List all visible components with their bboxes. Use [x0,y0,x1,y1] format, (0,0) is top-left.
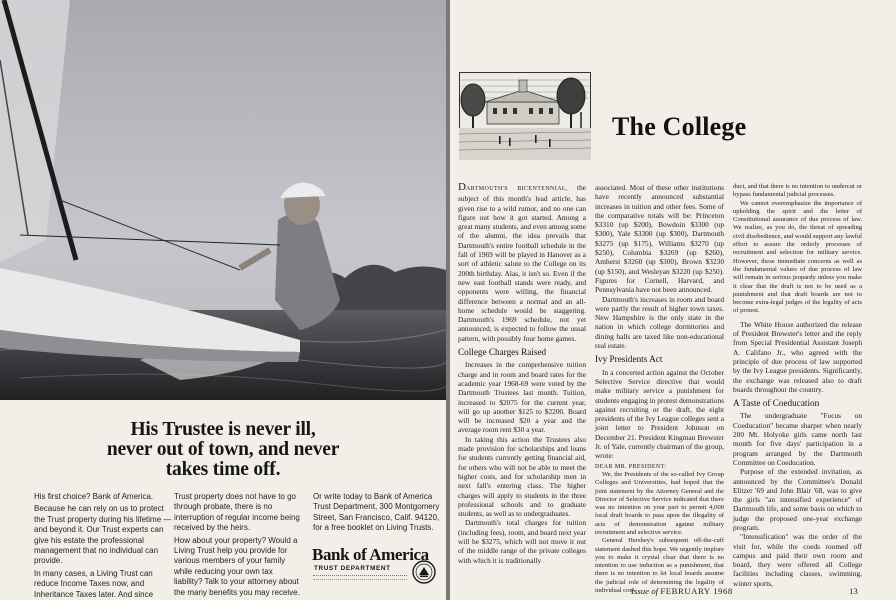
trust-department-label: TRUST DEPARTMENT [314,565,391,572]
issue-prefix: Issue of [631,586,659,596]
bank-seal-icon [412,560,436,584]
ad-headline-line-3: takes time off. [165,459,281,480]
ad-column-3 [313,492,441,536]
campus-engraving-icon [459,72,591,160]
article-column-1 [458,183,586,565]
paragraph: "Intensification" was the order of the visit for, while the coeds roomed off campus and paid their own room and board, they were offered all College facilities including classes, swimming, winter sports, [733,532,862,588]
intro-smallcaps: ARTMOUTH'S BICENTENNIAL, [465,186,568,192]
letter-paragraph: duct, and that there is no intention to undercut or bypass fundamental judicial processes. [733,183,862,199]
ad-text: Trust property does not have to go through probate, there is no interruption of regular income being received by the heirs. [174,492,300,533]
paragraph: Dartmouth's increases in room and board were partly the result of higher town taxes. New Hampshire is the only state in the nation in which college dormitories and dining halls are taxed like non-educational real estate. [595,294,724,351]
ad-text: Or write today to Bank of America Trust Department, 300 Montgomery Street, San Francisco, Calif. 94120, for a free booklet on Living Trusts. [313,492,440,533]
ad-text: In many cases, a Living Trust can reduce Income Taxes now, and Inheritance Taxes later. And since [34,568,154,599]
article-column-3 [733,183,862,588]
letter-salutation: DEAR MR. PRESIDENT: [595,463,667,470]
paragraph: Dartmouth's total charges for tuition (including fees), room, and board next year will be $3275, which will not move it out of the middle range of the private colleges with which it is traditionally [458,518,586,565]
ad-text: His first choice? Bank of America. [34,492,154,501]
ad-text: Because he can rely on us to protect the Trust property during his lifetime — and beyond it. Our Trust experts can give his estate the professional management that no individual can provide. [34,504,172,566]
paragraph: In taking this action the Trustees also made provision for scholarships and loans for students currently getting financial aid, for others who will not be able to meet the higher costs, and for scholarship men in next fall's entering class. The higher charges will apply to students in the three professional schools and to graduate students, as well as to undergraduates. [458,434,586,519]
paragraph: Purpose of the extended invitation, as announced by the Committee's Donald Elitzer '69 and John Blair '68, was to give the girls "an intensified experience" of Dartmouth life, and some basis on which to judge the proposed one-year exchange program. [733,467,862,532]
ad-column-2 [174,492,302,600]
ad-text: How about your property? Would a Living Trust help you provide for various members of your family while reducing your own tax liability? Talk to your attorney about the many benefits you may receive. [174,535,300,597]
sailing-photo [0,0,446,400]
paragraph: The White House authorized the release of President Brewster's letter and the reply from Special Presidential Assistant Joseph A. Califano Jr., who agreed with the principle of due process of law supported by the Ivy League presidents. Significantly, the exchange was released also to draft boards throughout the country. [733,319,862,394]
letter-paragraph: We cannot overemphasize the importance of upholding the spirit and the letter of Constitutional assurance of due process of law. We realize, as you do, the threat of spreading civil disobedience, and would support any lawful effort to assure the orderly processes of recruitment and selection for military service. However, these immediate concerns as well as the fundamental values of due process of law will remain in serious jeopardy unless you make it clear that the draft is not to be used as a punishment and that draft boards are not to become extra-legal judges of the legality of acts of protest. [733,199,862,315]
fine-print-rule [313,575,407,580]
heading-coeducation: A Taste of Coeducation [733,398,820,409]
issue-footer [631,586,733,596]
section-title: The College [612,112,747,141]
intro-text: the subject of this month's lead article, has given rise to a wild rumor, and no one can figure out how it got started. Among a great many students, and even among some of the alumni, the idea prevails that Dartmouth's entire football schedule in the fall of 1969 will be played in Hanover as a sort of athletic salute to the College on its 200th birthday. Alas, it isn't so. Even if the new east football stands were ready, and opponents were willing, the financial difference between a normal and an all-home schedule would be staggering. Dartmouth's 1969 schedule, not yet announced, is expected to follow the usual pattern, with possibly four home games. [458,183,587,343]
paragraph: In a concerted action against the October Selective Service directive that would make military service a punishment for students engaging in protest demonstrations against recruiting or the draft, the eight presidents of the Ivy League colleges sent a joint letter to President Johnson on December 21. President Kingman Brewster Jr. of Yale, currently chairman of the group, wrote: [595,367,724,461]
article-column-2 [595,183,724,595]
paragraph: Increases in the comprehensive tuition charge and in room and board rates for the academic year 1968-69 were voted by the Dartmouth Trustees last month. Tuition, increased to $2075 for the current year, will go up another $125 to $2200. Board will be increased $20 a year and the average room rent $30 a year. [458,360,586,435]
heading-ivy-presidents: Ivy Presidents Act [595,354,663,365]
drop-cap: D [458,181,466,193]
ad-headline-line-1: His Trustee is never ill, [130,419,316,440]
bank-of-america-logo: Bank of America [312,545,429,564]
article-intro [458,183,586,343]
left-page-advertisement [0,0,446,600]
letter-paragraph: General Hershey's subsequent off-the-cuff statement dashed this hope. We urgently implore you to make it crystal clear that there is no intention to use induction as a punishment, that there is no intention to let local boards assume the judicial role of determining the legality of individual con- [595,537,724,595]
letter-paragraph: We, the Presidents of the so-called Ivy Group Colleges and Universities, had hoped that the joint statement by the Attorney General and the Director of Selective Service indicated that there was no intention on your part to permit 4,000 local draft boards to pass upon the illegality of acts of demonstration against military recruitment and selective service. [595,470,724,536]
paragraph: The undergraduate "Focus on Coeducation" became sharper when nearly 200 Mt. Holyoke girls came north last month for five days' participation in a program arranged by the Dartmouth Committee on Coeducation. [733,411,862,467]
ad-headline-line-2: never out of town, and never [106,439,340,460]
issue-month: FEBRUARY 1968 [660,586,733,596]
paragraph: associated. Most of these other institutions have recently announced substantial increases in tuition and other fees. Some of the comparative totals will be: Princeton $3310 (up $200), Bowdoin $3300 (up $300), Yale $3300 (up $300), Dartmouth $3275 (up $175), Williams $3270 (up $250), Columbia $3269 (up $260), Amherst $3260 (up $300), Brown $3230 (up $150), and Wesleyan $3220 (up $250). Figures for Cornell, Harvard, and Pennsylvania have not been announced. [595,183,724,295]
ad-column-1 [34,492,174,600]
heading-college-charges: College Charges Raised [458,347,547,358]
page-number: 13 [849,586,858,596]
